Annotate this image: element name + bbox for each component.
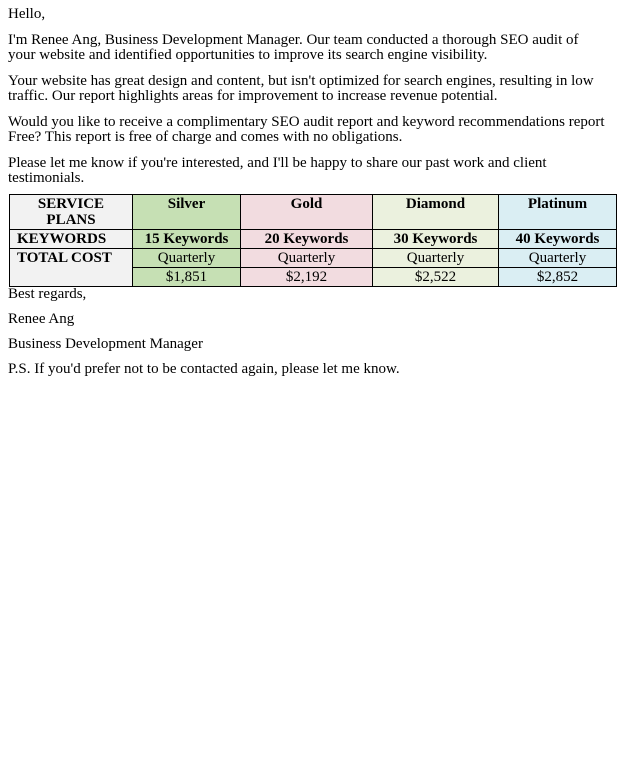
email-body — [0, 0, 617, 377]
plan-gold-header: Gold — [241, 195, 373, 230]
silver-frequency: Quarterly — [133, 249, 241, 268]
diamond-price: $2,522 — [373, 268, 499, 287]
platinum-frequency: Quarterly — [499, 249, 617, 268]
silver-keywords: 15 Keywords — [133, 230, 241, 249]
intro-paragraph: I'm Renee Ang, Business Development Manager. Our team conducted a thorough SEO audit of your website and identified opportunities to improve its search engine visibility. — [8, 32, 579, 63]
gold-price: $2,192 — [241, 268, 373, 287]
gold-frequency: Quarterly — [241, 249, 373, 268]
diamond-frequency: Quarterly — [373, 249, 499, 268]
offer-paragraph: Would you like to receive a complimentary SEO audit report and keyword recommendations report Free? This report is free of charge and comes with no obligations. — [8, 114, 605, 145]
plan-silver-header: Silver — [133, 195, 241, 230]
service-plans-header: SERVICE PLANS — [10, 195, 133, 230]
keywords-label: KEYWORDS — [10, 230, 133, 249]
plan-diamond-header: Diamond — [373, 195, 499, 230]
plan-platinum-header: Platinum — [499, 195, 617, 230]
postscript: P.S. If you'd prefer not to be contacted again, please let me know. — [8, 361, 400, 377]
frequency-row — [10, 249, 617, 268]
platinum-price: $2,852 — [499, 268, 617, 287]
interest-paragraph: Please let me know if you're interested, and I'll be happy to share our past work and client testimonials. — [8, 155, 547, 186]
table-header-row — [10, 195, 617, 230]
service-plans-table — [9, 194, 617, 287]
signature-name: Renee Ang — [8, 311, 75, 327]
platinum-keywords: 40 Keywords — [499, 230, 617, 249]
silver-price: $1,851 — [133, 268, 241, 287]
keywords-row — [10, 230, 617, 249]
total-cost-label: TOTAL COST — [10, 249, 133, 287]
closing: Best regards, — [8, 286, 87, 302]
greeting: Hello, — [8, 6, 46, 22]
gold-keywords: 20 Keywords — [241, 230, 373, 249]
signature-title: Business Development Manager — [8, 336, 203, 352]
issue-paragraph: Your website has great design and content, but isn't optimized for search engines, resulting in low traffic. Our report highlights areas for improvement to increase revenue potential. — [8, 73, 594, 104]
closing-block — [8, 287, 609, 377]
diamond-keywords: 30 Keywords — [373, 230, 499, 249]
